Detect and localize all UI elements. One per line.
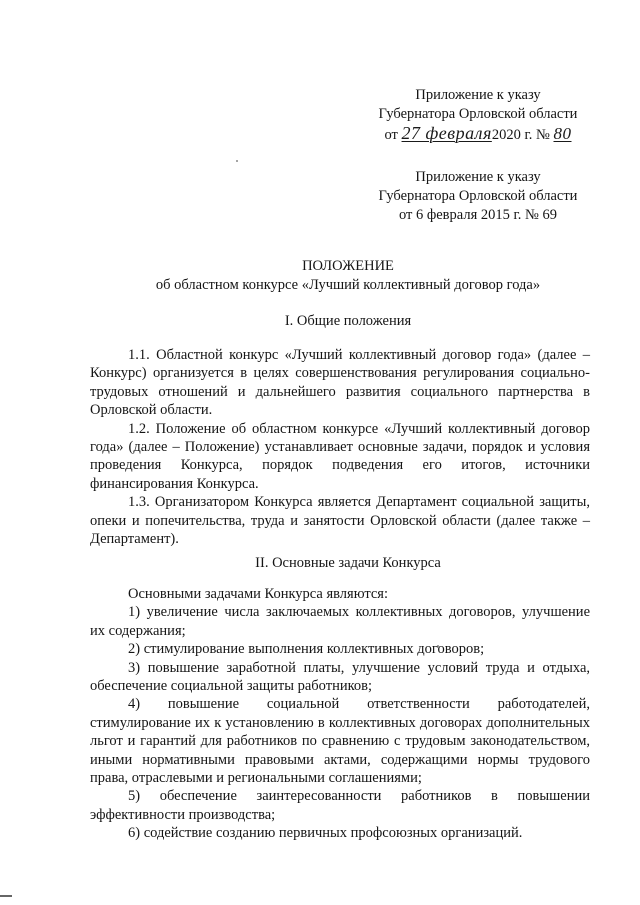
title-main: ПОЛОЖЕНИЕ — [302, 258, 394, 274]
list-item: 5) обеспечение заинтересованности работников в повышении эффективности производства; — [90, 788, 590, 823]
scan-edge-mark — [0, 895, 12, 897]
appendix-year-text: 2020 г. № — [491, 127, 550, 143]
appendix-header-2015 — [363, 168, 593, 225]
paragraph: Основными задачами Конкурса являются: — [128, 586, 389, 602]
list-item: 2) стимулирование выполнения коллективных договоров; — [128, 641, 485, 658]
appendix-header-2020 — [363, 86, 593, 145]
appendix-line-2: Губернатора Орловской области — [378, 106, 578, 122]
paragraph: 1.2. Положение об областном конкурсе «Лучший коллективный договор года» (далее – Положение) устанавливает основные задачи, порядок и условия проведения Конкурса, порядок подведения его итогов, источники финансирования Конкурса. — [90, 420, 590, 492]
section-1-body — [90, 346, 590, 548]
list-item: 3) повышение заработной платы, улучшение условий труда и отдыха, обеспечение социальной защиты работников; — [90, 659, 590, 695]
appendix-date-prefix: от — [384, 127, 398, 143]
appendix-date-line — [363, 124, 593, 145]
section-1-heading: I. Общие положения — [284, 313, 412, 329]
appendix-old-line-3: от 6 февраля 2015 г. № 69 — [398, 207, 558, 223]
appendix-line-1: Приложение к указу — [415, 87, 541, 103]
section-2-body — [90, 585, 590, 843]
list-item: 4) повышение социальной ответственности работодателей, стимулирование их к установлению в коллективных договорах дополнительных льгот и гарантий для работников по сравнению с трудовым законодательством, иными нормативными правовыми актами, содержащими нормы трудового права, отраслевыми и региональными соглашениями; — [90, 696, 590, 787]
appendix-old-line-1: Приложение к указу — [415, 169, 541, 185]
scan-dot — [236, 160, 238, 162]
paragraph: 1.1. Областной конкурс «Лучший коллективный договор года» (далее – Конкурс) организуется в целях совершенствования регулирования социально-трудовых отношений и дальнейшего развития социального партнерства в Орловской области. — [90, 347, 590, 419]
handwritten-number: 80 — [553, 124, 572, 143]
appendix-old-line-2: Губернатора Орловской области — [378, 188, 578, 204]
document-title — [88, 257, 608, 295]
handwritten-date: 27 февраля — [401, 123, 492, 143]
section-2-heading: II. Основные задачи Конкурса — [255, 555, 441, 571]
title-subtitle: об областном конкурсе «Лучший коллективный договор года» — [155, 277, 541, 293]
list-item: 6) содействие созданию первичных профсоюзных организаций. — [128, 825, 523, 842]
list-item: 1) увеличение числа заключаемых коллективных договоров, улучшение их содержания; — [90, 604, 590, 639]
paragraph: 1.3. Организатором Конкурса является Департамент социальной защиты, опеки и попечительства, труда и занятости Орловской области (далее также – Департамент). — [90, 494, 590, 548]
